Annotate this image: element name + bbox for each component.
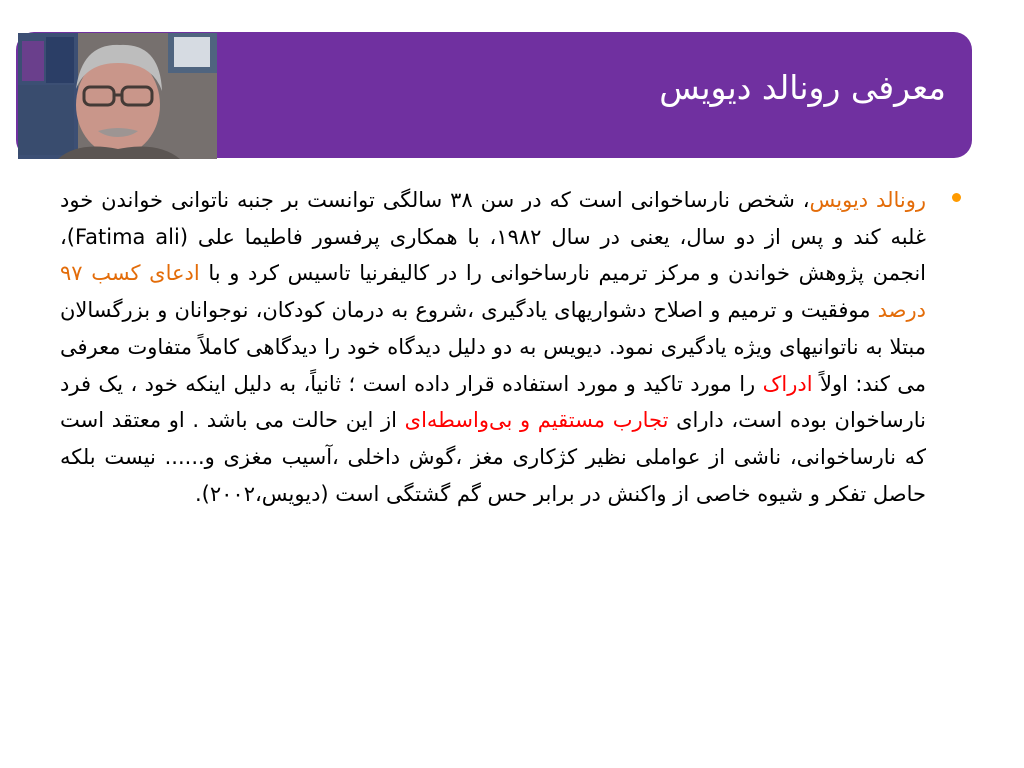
highlight-perception: ادراک [762,371,813,396]
slide-title: معرفی رونالد دیویس [659,68,946,107]
portrait-image [18,33,217,159]
highlight-direct-experience: تجارب مستقیم و بی‌واسطه‌ای [404,408,669,433]
body-segment: را مورد تاکید و مورد استفاده قرار داده است ؛ ثانیاً، به دلیل اینکه خود ، یک فرد نارساخوان بوده است، دارای [60,371,926,433]
body-paragraph [60,182,926,512]
bullet-point [952,193,961,202]
body-segment: ، شخص نارساخوانی است که در سن ۳۸ سالگی توانست بر جنبه ناتوانی خواندن خود غلبه کند و پس از دو سال، یعنی در سال ۱۹۸۲، با همکاری پرفسور فاطیما علی (Fatima ali)، انجمن پژوهش خواندن و مرکز ترمیم نارساخوانی را در کالیفرنیا تاسیس کرد و با [60,188,926,286]
highlight-success-claim: ادعای کسب ۹۷ درصد [60,261,926,323]
body-segment: موفقیت و ترمیم و اصلاح دشواریهای یادگیری ،شروع به درمان کودکان، نوجوانان و بزرگسالان مبتلا به ناتوانیهای ویژه یادگیری نمود. دیویس به دو دلیل دیدگاه خود را دیدگاهی کاملاً متفاوت معرفی می کند: اولاً [60,298,926,396]
highlight-name: رونالد دیویس [809,188,926,212]
body-segment: از این حالت می باشد . او معتقد است که نارساخوانی، ناشی از عواملی نظیر کژکاری مغز ،گوش داخلی ،آسیب مغزی و...... نیست بلکه حاصل تفکر و شیوه خاصی از واکنش در برابر حس گم گشتگی است (دیویس،۲۰۰۲). [60,408,926,506]
